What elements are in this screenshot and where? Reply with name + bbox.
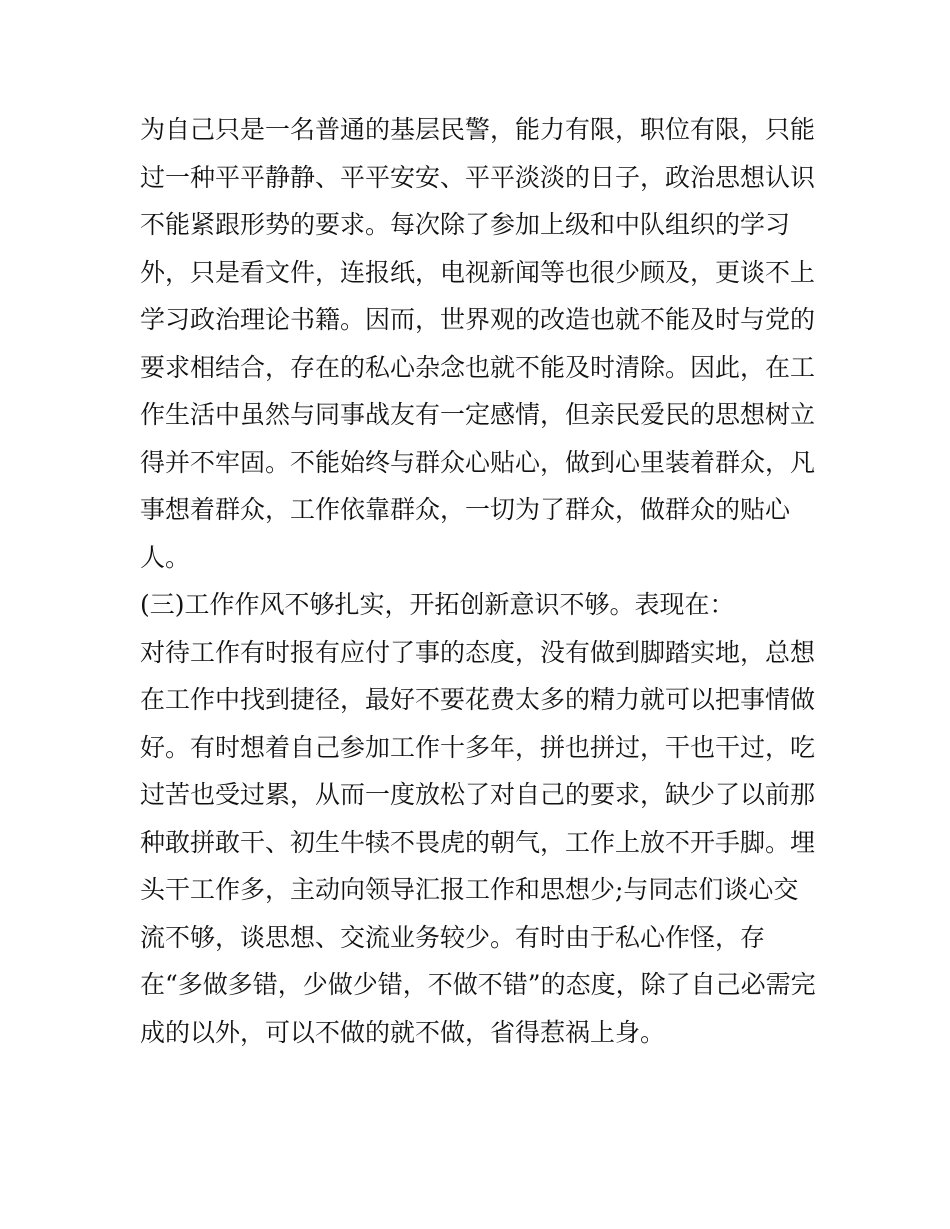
text-line: 作生活中虽然与同事战友有一定感情，但亲民爱民的思想树立	[140, 400, 816, 429]
section-heading: (三)工作作风不够扎实，开拓创新意识不够。表现在：	[140, 590, 735, 619]
text-line: 过苦也受过累，从而一度放松了对自己的要求，缺少了以前那	[140, 780, 816, 809]
text-line: 种敢拼敢干、初生牛犊不畏虎的朝气，工作上放不开手脚。埋	[140, 827, 816, 857]
text-line: 事想着群众，工作依靠群众，一切为了群众，做群众的贴心	[140, 495, 791, 524]
text-line: 对待工作有时报有应付了事的态度，没有做到脚踏实地，总想	[140, 637, 816, 667]
text-line: 学习政治理论书籍。因而，世界观的改造也就不能及时与党的	[140, 305, 816, 334]
text-line: 过一种平平静静、平平安安、平平淡淡的日子，政治思想认识	[140, 162, 816, 192]
text-line: 为自己只是一名普通的基层民警，能力有限，职位有限，只能	[140, 115, 816, 144]
text-line: 在“多做多错，少做少错，不做不错”的态度，除了自己必需完	[140, 970, 816, 999]
text-line: 外，只是看文件，连报纸，电视新闻等也很少顾及，更谈不上	[140, 257, 816, 287]
text-line: 在工作中找到捷径，最好不要花费太多的精力就可以把事情做	[140, 685, 816, 714]
text-line: 好。有时想着自己参加工作十多年，拼也拼过，干也干过，吃	[140, 732, 816, 762]
text-line: 得并不牢固。不能始终与群众心贴心，做到心里装着群众，凡	[140, 447, 816, 477]
text-line: 流不够，谈思想、交流业务较少。有时由于私心作怪，存	[140, 922, 766, 952]
text-line: 要求相结合，存在的私心杂念也就不能及时清除。因此，在工	[140, 352, 816, 382]
text-line: 头干工作多，主动向领导汇报工作和思想少;与同志们谈心交	[140, 875, 799, 904]
text-line: 成的以外，可以不做的就不做，省得惹祸上身。	[140, 1017, 666, 1047]
text-line: 不能紧跟形势的要求。每次除了参加上级和中队组织的学习	[140, 210, 791, 239]
body-text	[140, 106, 820, 1056]
text-line: 人。	[140, 542, 191, 572]
